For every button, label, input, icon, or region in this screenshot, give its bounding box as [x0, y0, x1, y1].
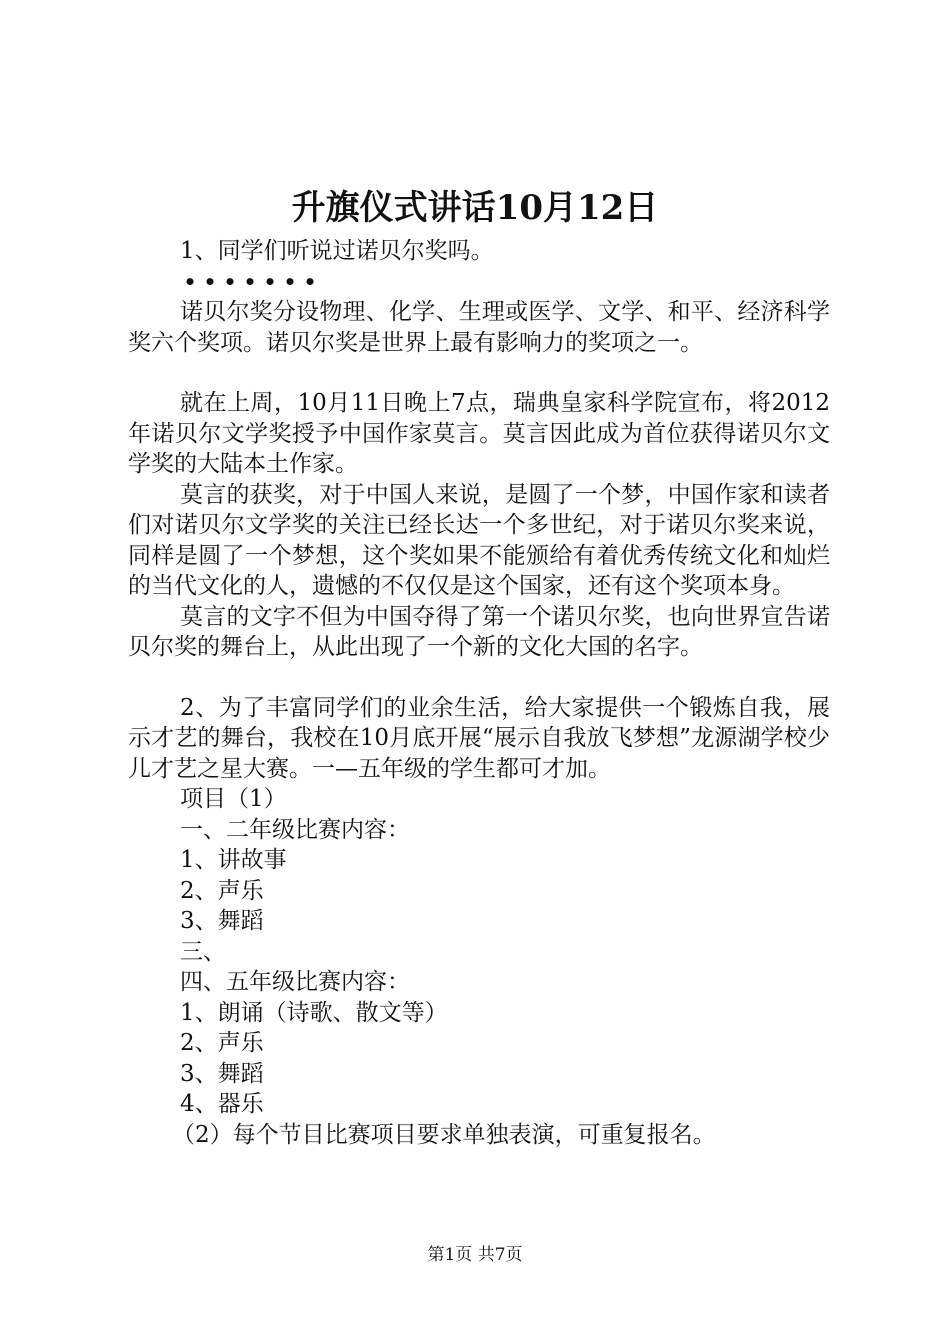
list-item: 1、讲故事 — [180, 847, 287, 873]
paragraph-3: 就在上周，10月11日晚上7点，瑞典皇家科学院宣布，将2012年诺贝尔文学奖授予中国作家莫言。莫言因此成为首位获得诺贝尔文学奖的大陆本土作家。 — [128, 390, 830, 477]
dot: • — [223, 269, 237, 294]
paragraph-6: 2、为了丰富同学们的业余生活，给大家提供一个锻炼自我，展示才艺的舞台，我校在10月底开展“展示自我放飞梦想”龙源湖学校少儿才艺之星大赛。一—五年级的学生都可才加。 — [128, 694, 830, 782]
paragraph-4: 莫言的获奖，对于中国人来说，是圆了一个梦，中国作家和读者们对诺贝尔文学奖的关注已经长达一个多世纪，对于诺贝尔奖来说，同样是圆了一个梦想，这个奖如果不能颁给有着优秀传统文化和灿烂的当代文化的人，遗憾的不仅仅是这个国家，还有这个奖项本身。 — [128, 481, 830, 599]
dot: • — [183, 269, 197, 294]
dot: • — [303, 269, 317, 294]
list-item: 3、舞蹈 — [180, 1060, 264, 1087]
dot: • — [263, 269, 277, 294]
paragraph-1: 1、同学们听说过诺贝尔奖吗。 — [180, 238, 494, 264]
list-item: 2、声乐 — [180, 877, 264, 904]
list-item: 一、二年级比赛内容： — [180, 816, 410, 843]
list-item: 4、器乐 — [180, 1091, 264, 1117]
document-title: 升旗仪式讲话10月12日 — [291, 188, 659, 228]
dot: • — [243, 269, 257, 294]
list-item: 四、五年级比赛内容： — [180, 969, 410, 995]
dot: • — [283, 269, 297, 294]
closing-line: （2）每个节目比赛项目要求单独表演，可重复报名。 — [172, 1121, 716, 1148]
list-item: 3、舞蹈 — [180, 908, 264, 934]
bullet-dots — [128, 267, 830, 298]
paragraph-2: 诺贝尔奖分设物理、化学、生理或医学、文学、和平、经济科学奖六个奖项。诺贝尔奖是世界上最有影响力的奖项之一。 — [128, 299, 830, 356]
list-item: 项目（1） — [180, 786, 287, 812]
paragraph-5: 莫言的文字不但为中国夺得了第一个诺贝尔奖，也向世界宣告诺贝尔奖的舞台上，从此出现了一个新的文化大国的名字。 — [128, 603, 830, 660]
dot: • — [203, 269, 217, 294]
list-item: 1、朗诵（诗歌、散文等） — [180, 999, 448, 1026]
document-body — [128, 236, 830, 1150]
list-item: 2、声乐 — [180, 1030, 264, 1056]
list-item: 三、 — [180, 938, 226, 965]
page-footer: 第1页 共7页 — [427, 1245, 523, 1265]
